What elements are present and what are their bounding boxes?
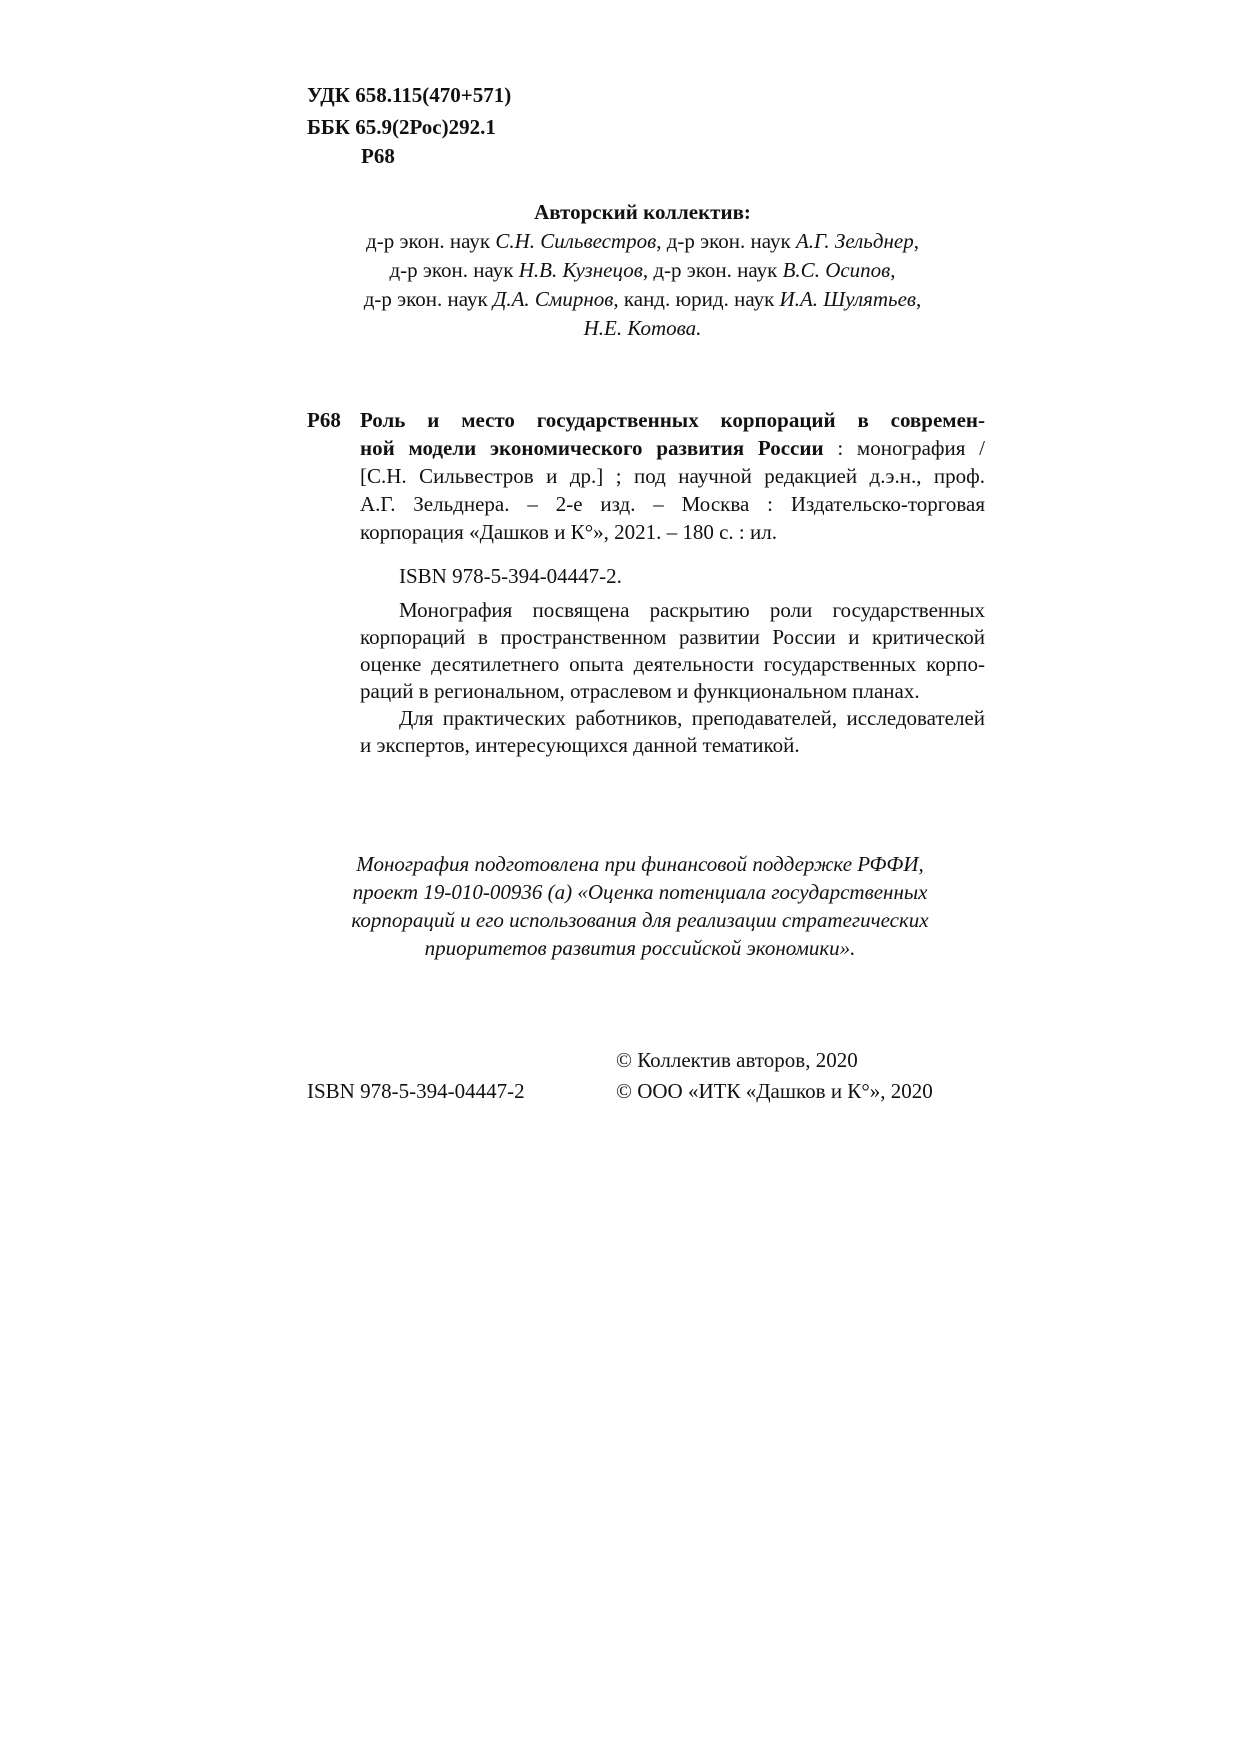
grant-line: проект 19-010-00936 (а) «Оценка потенциала государственных <box>352 880 928 904</box>
annotation-line: раций в региональном, отраслевом и функциональном планах. <box>360 679 920 703</box>
grant-note <box>300 851 980 963</box>
entry-line: корпорация «Дашков и К°», 2021. – 180 с. : ил. <box>360 520 777 544</box>
entry-title-line: Роль и место государственных корпораций в современ- <box>360 408 985 432</box>
entry-author-sign: Р68 <box>307 408 341 432</box>
copyright-authors: © Коллектив авторов, 2020 <box>616 1048 858 1072</box>
copyright-publisher: © ООО «ИТК «Дашков и К°», 2020 <box>616 1079 933 1103</box>
annotation-line: корпораций в пространственном развитии России и критической <box>360 625 985 649</box>
entry-isbn: ISBN 978-5-394-04447-2. <box>399 564 622 588</box>
annotation-line: Монография посвящена раскрытию роли государственных <box>399 598 985 622</box>
grant-line: корпораций и его использования для реализации стратегических <box>351 908 929 932</box>
authors-line: д-р экон. наук С.Н. Сильвестров, д-р экон. наук А.Г. Зельднер, <box>366 229 919 253</box>
authors-line: д-р экон. наук Н.В. Кузнецов, д-р экон. наук В.С. Осипов, <box>389 258 896 282</box>
bbk-code: ББК 65.9(2Рос)292.1 <box>307 115 496 139</box>
grant-line: Монография подготовлена при финансовой поддержке РФФИ, <box>356 852 924 876</box>
entry-title-line: ной модели экономического развития России : монография / <box>360 436 985 460</box>
annotation-line: и экспертов, интересующихся данной тематикой. <box>360 733 800 757</box>
authors-line: Н.Е. Котова. <box>583 316 702 340</box>
authors-heading: Авторский коллектив: <box>534 200 751 224</box>
annotation <box>360 597 985 759</box>
bibliographic-entry <box>360 407 985 547</box>
entry-line: [С.Н. Сильвестров и др.] ; под научной редакцией д.э.н., проф. <box>360 464 985 488</box>
author-sign: Р68 <box>361 144 395 168</box>
footer-isbn: ISBN 978-5-394-04447-2 <box>307 1079 525 1103</box>
entry-line: А.Г. Зельднера. – 2-е изд. – Москва : Издательско-торговая <box>360 492 985 516</box>
grant-line: приоритетов развития российской экономики». <box>424 936 856 960</box>
authors-line: д-р экон. наук Д.А. Смирнов, канд. юрид. наук И.А. Шулятьев, <box>363 287 922 311</box>
annotation-line: оценке десятилетнего опыта деятельности государственных корпо- <box>360 652 985 676</box>
authors-block <box>330 199 955 344</box>
annotation-line: Для практических работников, преподавателей, исследователей <box>399 706 985 730</box>
udk-code: УДК 658.115(470+571) <box>307 83 512 107</box>
